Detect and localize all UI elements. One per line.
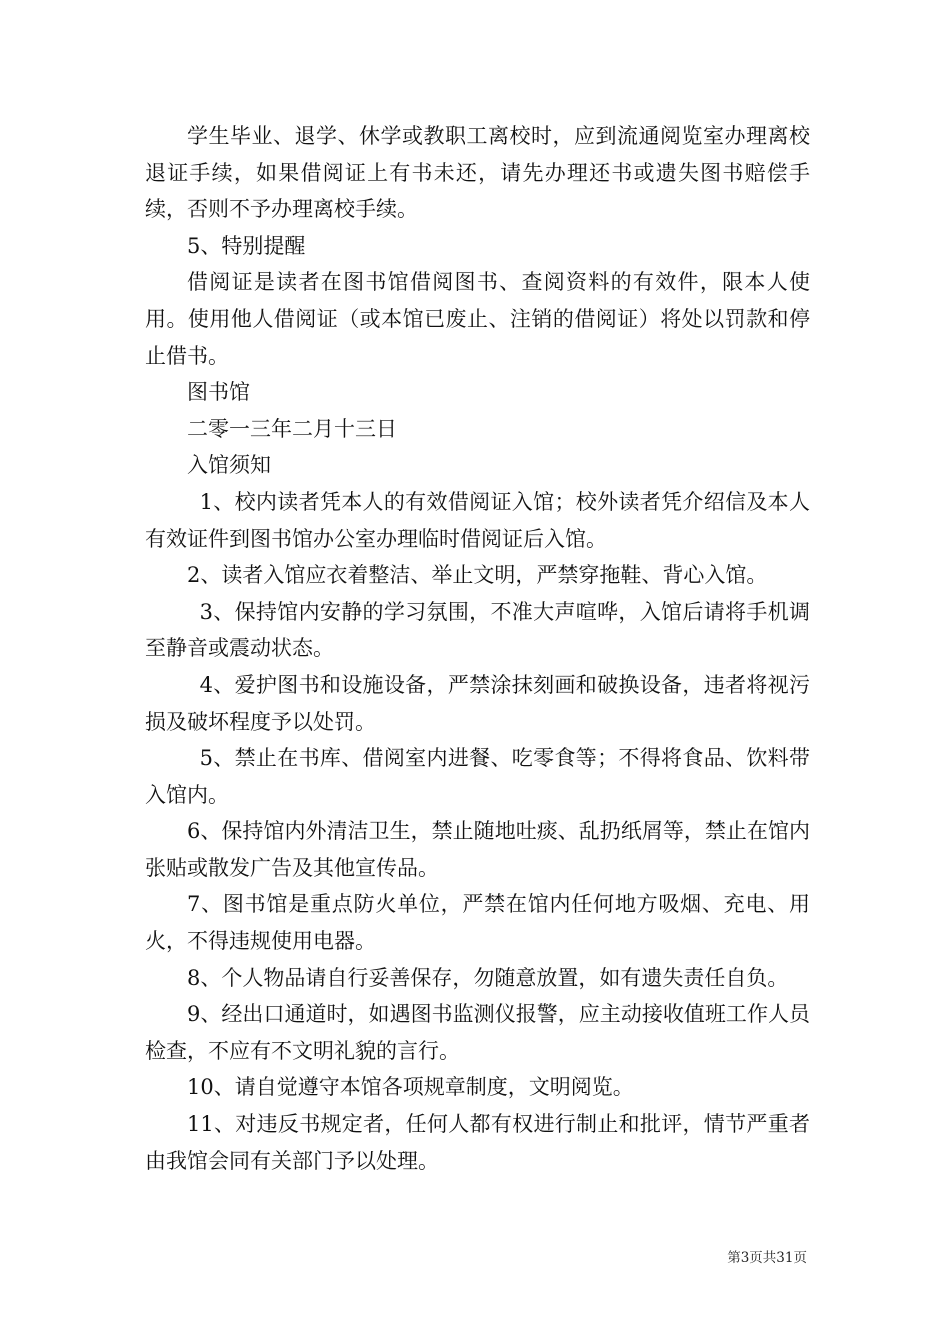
rule-item-7: 7、图书馆是重点防火单位，严禁在馆内任何地方吸烟、充电、用火，不得违规使用电器。	[145, 892, 810, 954]
rule-item-4: 4、爱护图书和设施设备，严禁涂抹刻画和破换设备，违者将视污损及破坏程度予以处罚。	[145, 672, 810, 734]
rule-item-1: 1、校内读者凭本人的有效借阅证入馆；校外读者凭介绍信及本人有效证件到图书馆办公室办理临时借阅证后入馆。	[145, 489, 810, 551]
signature-date: 二零一三年二月十三日	[187, 416, 397, 441]
rule-item-9: 9、经出口通道时，如遇图书监测仪报警，应主动接收值班工作人员检查，不应有不文明礼貌的言行。	[145, 1002, 810, 1063]
paragraph-leave-school: 学生毕业、退学、休学或教职工离校时，应到流通阅览室办理离校退证手续，如果借阅证上有书未还，请先办理还书或遗失图书赔偿手续，否则不予办理离校手续。	[145, 124, 810, 222]
rule-item-2: 2、读者入馆应衣着整洁、举止文明，严禁穿拖鞋、背心入馆。	[187, 563, 768, 588]
heading-entry-notice: 入馆须知	[187, 453, 271, 478]
heading-special-reminder: 5、特别提醒	[187, 233, 306, 258]
page-number: 第3页共31页	[727, 1250, 807, 1266]
rule-item-8: 8、个人物品请自行妥善保存，勿随意放置，如有遗失责任自负。	[187, 965, 789, 990]
rule-item-6: 6、保持馆内外清洁卫生，禁止随地吐痰、乱扔纸屑等，禁止在馆内张贴或散发广告及其他宣传品。	[145, 819, 810, 880]
document-body	[145, 118, 810, 1179]
rule-item-10: 10、请自觉遵守本馆各项规章制度，文明阅览。	[187, 1075, 634, 1100]
signature-library: 图书馆	[187, 380, 250, 405]
rule-item-5: 5、禁止在书库、借阅室内进餐、吃零食等；不得将食品、饮料带入馆内。	[145, 746, 810, 807]
rule-item-3: 3、保持馆内安静的学习氛围，不准大声喧哗，入馆后请将手机调至静音或震动状态。	[145, 599, 810, 661]
paragraph-card-usage: 借阅证是读者在图书馆借阅图书、查阅资料的有效件，限本人使用。使用他人借阅证（或本馆已废止、注销的借阅证）将处以罚款和停止借书。	[145, 270, 810, 368]
rule-item-11: 11、对违反书规定者，任何人都有权进行制止和批评，情节严重者由我馆会同有关部门予以处理。	[145, 1112, 810, 1173]
